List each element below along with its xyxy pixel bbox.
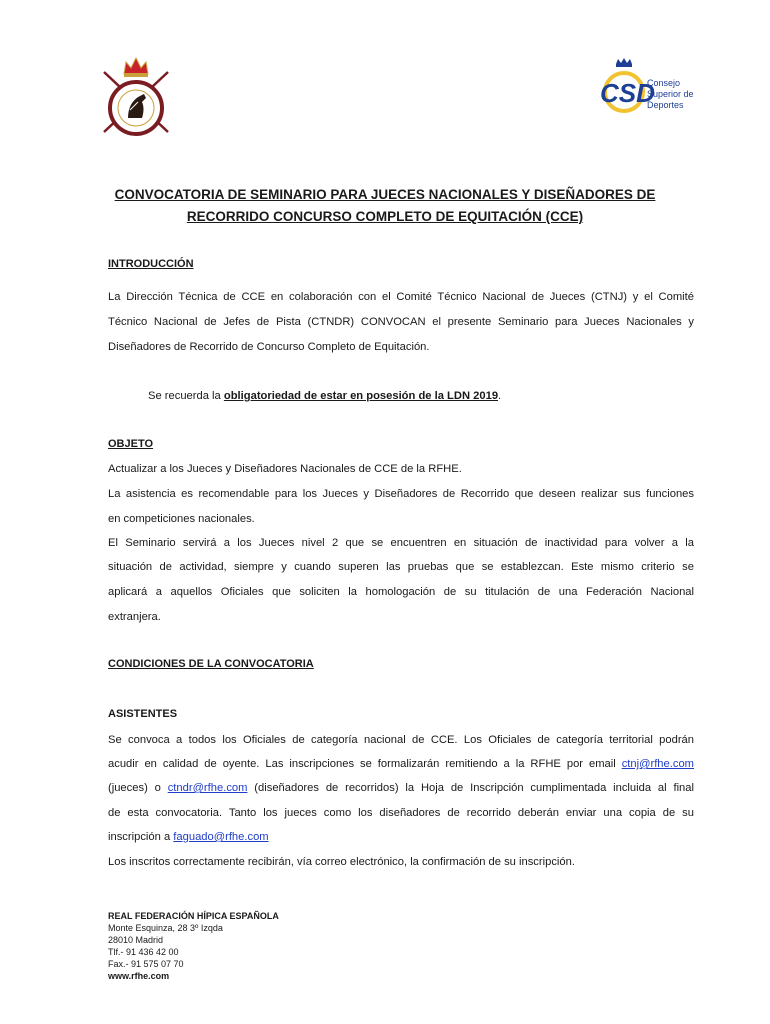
footer-fax: Fax.- 91 575 07 70 [108,959,184,969]
asistentes-line: Los inscritos correctamente recibirán, vía correo electrónico, la confirmación de su inscripción. [108,856,575,868]
objeto-line: en competiciones nacionales. [108,513,255,525]
intro-line: Diseñadores de Recorrido de Concurso Completo de Equitación. [108,341,430,353]
reminder-emphasis: obligatoriedad de estar en posesión de la LDN 2019 [223,390,499,402]
footer-city: 28010 Madrid [108,935,164,945]
intro-line: Técnico Nacional de Jefes de Pista (CTNDR) CONVOCAN el presente Seminario para Jueces Nacionales y [108,316,694,328]
asistentes-line [108,757,694,771]
asistentes-line [108,781,694,795]
csd-subtitle-line: Superior de [647,89,694,99]
reminder-suffix: . [498,390,502,402]
footer-street: Monte Esquinza, 28 3º Izqda [108,923,223,933]
document-title [60,184,710,228]
objeto-line: La asistencia es recomendable para los Jueces y Diseñadores de Recorrido que deseen realizar sus funciones [108,488,694,500]
asistentes-line: de esta convocatoria. Tanto los jueces como los diseñadores de recorrido deberán enviar una copia de su [108,807,694,819]
ldn-reminder [148,389,501,403]
asistentes-line [108,830,694,844]
csd-subtitle-line: Consejo [647,78,681,88]
footer-phone: Tlf.- 91 436 42 00 [108,947,179,957]
objeto-line: situación de actividad, siempre y cuando superen las pruebas que se establezcan. Este mismo criterio se [108,561,694,573]
footer-website[interactable]: www.rfhe.com [108,971,170,981]
asistentes-text: (jueces) o [108,782,168,794]
csd-mark: CSD [600,78,655,108]
title-line-2: RECORRIDO CONCURSO COMPLETO DE EQUITACIÓN (CCE) [186,209,584,224]
asistentes-text: inscripción a [108,831,174,843]
heading-objeto: OBJETO [108,438,154,450]
csd-subtitle-line: Deportes [647,100,684,110]
objeto-line: extranjera. [108,611,161,623]
intro-line: La Dirección Técnica de CCE en colaboración con el Comité Técnico Nacional de Jueces (CTNJ) y el Comité [108,291,694,303]
email-link-ctnj[interactable]: ctnj@rfhe.com [621,758,694,770]
footer-org: REAL FEDERACIÓN HÍPICA ESPAÑOLA [108,911,279,921]
asistentes-line: Se convoca a todos los Oficiales de categoría nacional de CCE. Los Oficiales de categoría territorial podrán [108,734,694,746]
csd-subtitle [647,78,694,111]
title-line-1: CONVOCATORIA DE SEMINARIO PARA JUECES NACIONALES Y DISEÑADORES DE [114,187,656,202]
reminder-prefix: Se recuerda la [148,390,224,402]
footer-address [108,910,279,982]
asistentes-text: acudir en calidad de oyente. Las inscripciones se formalizarán remitiendo a la RFHE por email [108,758,622,770]
heading-condiciones: CONDICIONES DE LA CONVOCATORIA [108,658,314,670]
email-link-faguado[interactable]: faguado@rfhe.com [173,831,269,843]
asistentes-text: (diseñadores de recorridos) la Hoja de Inscripción cumplimentada incluida al final [247,782,694,794]
email-link-ctndr[interactable]: ctndr@rfhe.com [167,782,248,794]
heading-asistentes: ASISTENTES [108,708,178,720]
objeto-line: aplicará a aquellos Oficiales que soliciten la homologación de su titulación de una Federación Nacional [108,586,694,598]
heading-introduccion: INTRODUCCIÓN [108,258,194,270]
rfhe-logo [100,52,172,136]
objeto-line: El Seminario servirá a los Jueces nivel 2 que se encuentren en situación de inactividad para volver a la [108,537,694,549]
objeto-line: Actualizar a los Jueces y Diseñadores Nacionales de CCE de la RFHE. [108,463,462,475]
